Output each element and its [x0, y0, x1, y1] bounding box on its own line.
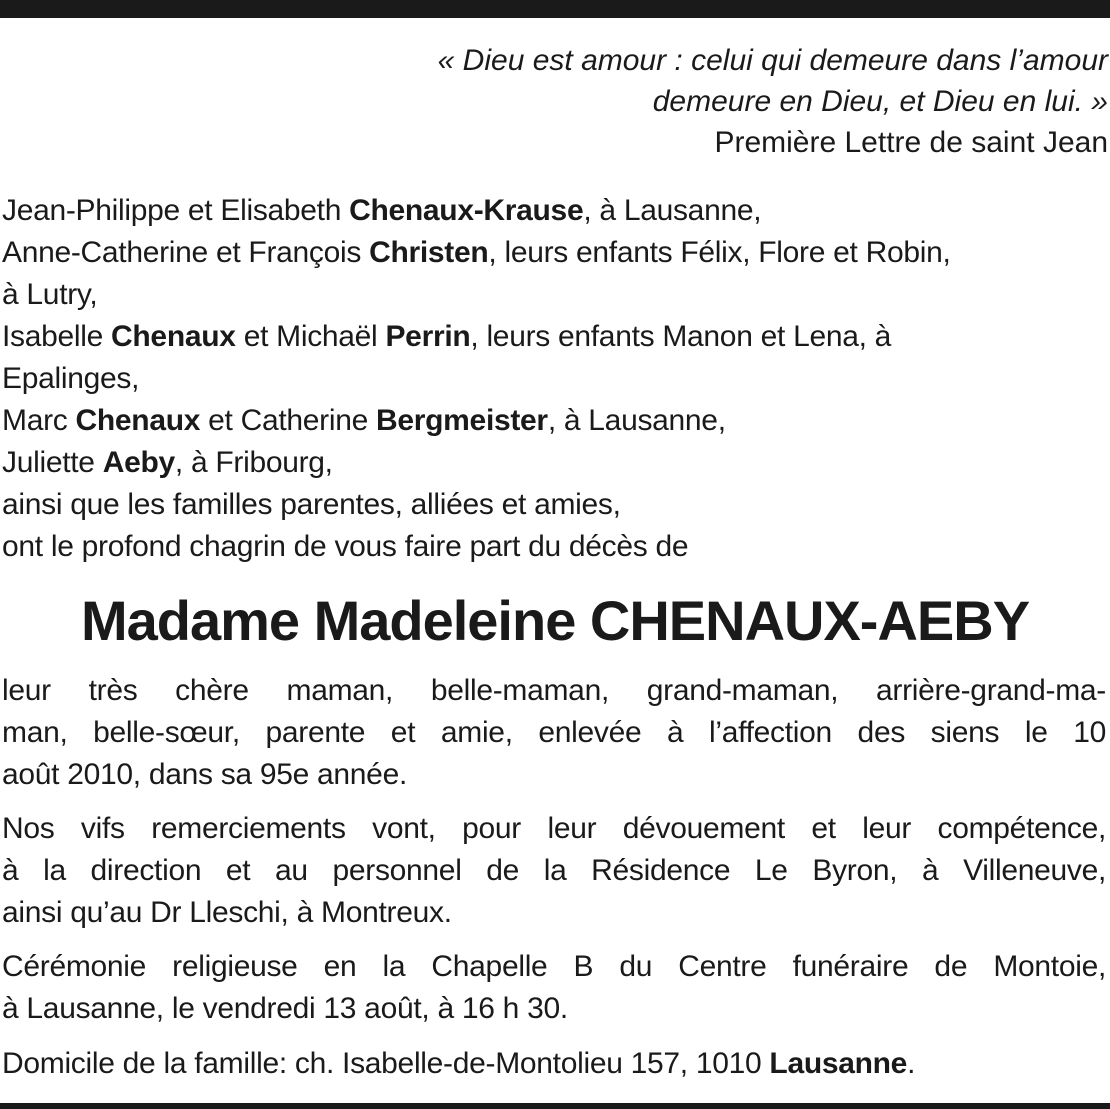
family-line: Epalinges, — [2, 362, 140, 395]
family-line: Anne-Catherine et François Christen, leurs enfants Félix, Flore et Robin, — [2, 236, 951, 269]
family-line: ainsi que les familles parentes, alliées et amies, — [2, 488, 621, 521]
obituary-paragraph-address — [2, 1043, 1106, 1085]
quote-source: Première Lettre de saint Jean — [714, 126, 1108, 159]
paragraph-line: à la direction et au personnel de la Résidence Le Byron, à Villeneuve, — [2, 854, 1106, 887]
family-line: ont le profond chagrin de vous faire part du décès de — [2, 530, 689, 563]
paragraph-line: août 2010, dans sa 95e année. — [2, 758, 407, 791]
top-border-rule — [0, 0, 1110, 18]
quote-line-2: demeure en Dieu, et Dieu en lui. » — [652, 85, 1108, 118]
family-line: à Lutry, — [2, 278, 98, 311]
family-list — [2, 190, 1102, 568]
family-line: Marc Chenaux et Catherine Bergmeister, à Lausanne, — [2, 404, 726, 437]
paragraph-line: leur très chère maman, belle-maman, grand-maman, arrière-grand-ma- — [2, 674, 1106, 707]
family-line: Juliette Aeby, à Fribourg, — [2, 446, 333, 479]
family-line: Jean-Philippe et Elisabeth Chenaux-Krause, à Lausanne, — [2, 194, 762, 227]
paragraph-line: à Lausanne, le vendredi 13 août, à 16 h 30. — [2, 992, 568, 1025]
quote-line-1: « Dieu est amour : celui qui demeure dans l’amour — [437, 44, 1108, 77]
obituary-paragraph-description — [2, 670, 1106, 796]
bottom-border-rule — [0, 1103, 1110, 1109]
obituary-paragraph-thanks — [2, 808, 1106, 934]
paragraph-line: ainsi qu’au Dr Lleschi, à Montreux. — [2, 896, 452, 929]
paragraph-line: Cérémonie religieuse en la Chapelle B du Centre funéraire de Montoie, — [2, 950, 1106, 983]
deceased-name-heading: Madame Madeleine CHENAUX-AEBY — [80, 589, 1030, 652]
epigraph-quote — [208, 40, 1108, 163]
paragraph-line: Domicile de la famille: ch. Isabelle-de-Montolieu 157, 1010 Lausanne. — [2, 1047, 916, 1080]
paragraph-line: Nos vifs remerciements vont, pour leur dévouement et leur compétence, — [2, 812, 1106, 845]
family-line: Isabelle Chenaux et Michaël Perrin, leurs enfants Manon et Lena, à — [2, 320, 892, 353]
obituary-paragraph-ceremony — [2, 946, 1106, 1030]
paragraph-line: man, belle-sœur, parente et amie, enlevée à l’affection des siens le 10 — [2, 716, 1106, 749]
